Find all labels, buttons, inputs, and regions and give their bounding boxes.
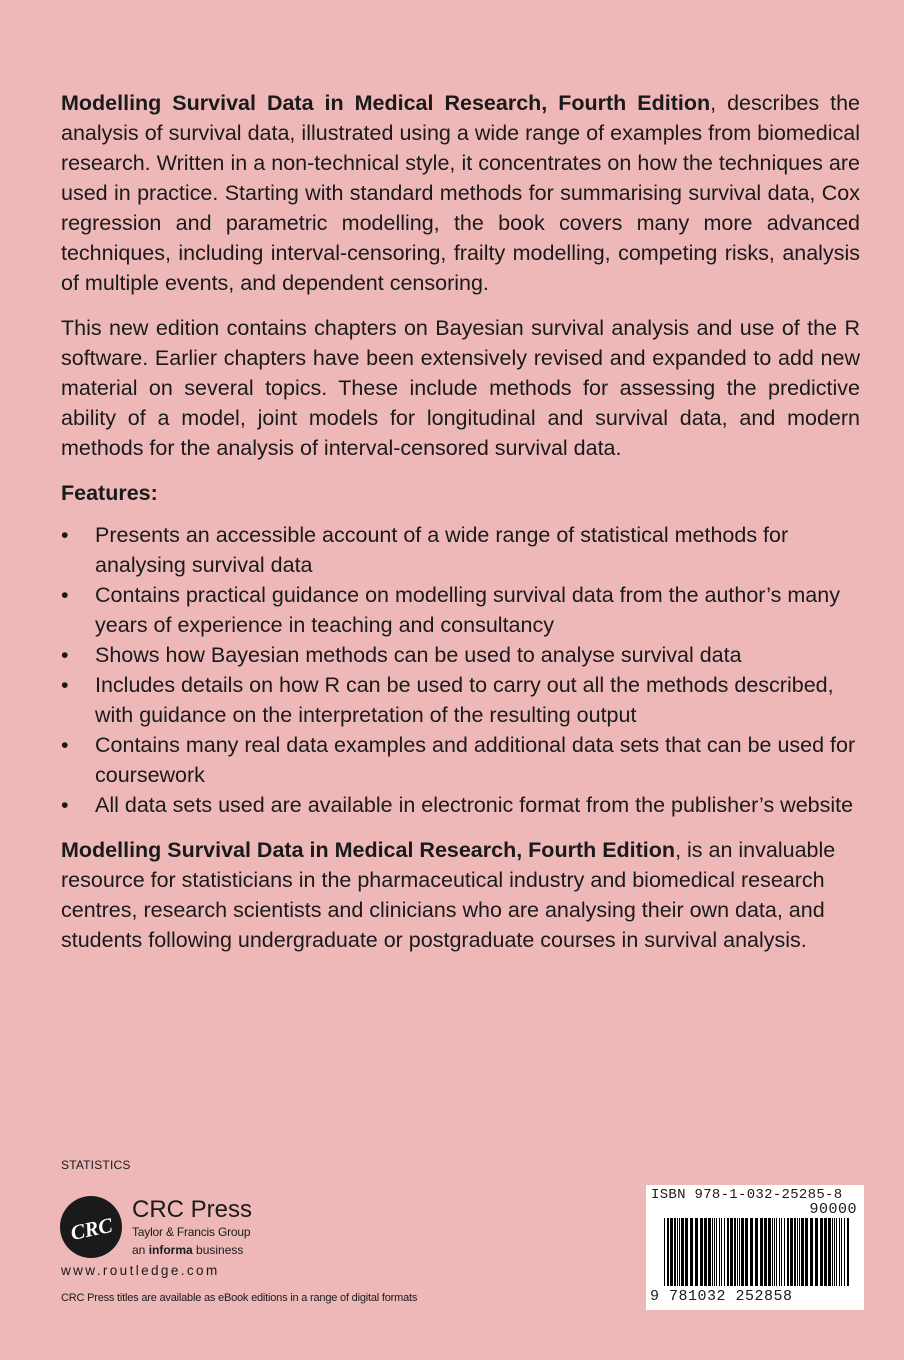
- barcode-bar: [667, 1218, 669, 1286]
- barcode-bar: [797, 1218, 798, 1286]
- bullet-icon: •: [61, 673, 69, 697]
- barcode-bar: [776, 1218, 777, 1286]
- barcode-digits: 9 781032 252858: [650, 1288, 793, 1305]
- barcode-bar: [824, 1218, 827, 1286]
- bullet-icon: •: [61, 583, 69, 607]
- barcode-bar: [828, 1218, 831, 1286]
- feature-text: Contains practical guidance on modelling survival data from the author’s many years of experience in teaching and consultancy: [95, 583, 840, 637]
- barcode-bar: [700, 1218, 703, 1286]
- intro-text: , describes the analysis of survival data, illustrated using a wide range of examples from biomedical research. Written in a non-technical style, it concentrates on how the techniques are used in practice. Starting with standard methods for summarising survival data, Cox regression and parametric modelling, the book covers many more advanced techniques, including interval-censoring, frailty modelling, competing risks, analysis of multiple events, and dependent censoring.: [61, 91, 860, 295]
- barcode-bar: [727, 1218, 729, 1286]
- barcode-bar: [708, 1218, 711, 1286]
- publisher-tagline: an informa business: [132, 1243, 244, 1257]
- barcode-bar: [781, 1218, 782, 1286]
- barcode-bar: [794, 1218, 796, 1286]
- feature-text: Contains many real data examples and additional data sets that can be used for coursework: [95, 733, 856, 787]
- crc-logo-text: CRC: [68, 1212, 115, 1246]
- bullet-icon: •: [61, 523, 69, 547]
- barcode-bar: [772, 1218, 773, 1286]
- intro-paragraph: [61, 88, 860, 298]
- barcode-bar: [820, 1218, 823, 1286]
- barcode-bar: [679, 1218, 680, 1286]
- bullet-icon: •: [61, 643, 69, 667]
- barcode-bar: [801, 1218, 804, 1286]
- barcode-bar: [721, 1218, 722, 1286]
- barcode-bar: [810, 1218, 813, 1286]
- barcode-bar: [768, 1218, 771, 1286]
- barcode-bar: [677, 1218, 678, 1286]
- publisher-name: CRC Press: [132, 1196, 253, 1223]
- barcode-bar: [674, 1218, 676, 1286]
- barcode-bar: [704, 1218, 707, 1286]
- barcode-bar: [714, 1218, 715, 1286]
- barcode-bar: [695, 1218, 698, 1286]
- barcode-bar: [844, 1218, 845, 1286]
- barcode-bar: [841, 1218, 842, 1286]
- barcode-bar: [779, 1218, 780, 1286]
- barcode-bar: [750, 1218, 753, 1286]
- website-link[interactable]: www.routledge.com: [61, 1263, 220, 1278]
- list-item: [61, 520, 860, 580]
- bullet-icon: •: [61, 793, 69, 817]
- price-code: 90000: [809, 1201, 857, 1218]
- isbn-label: ISBN 978-1-032-25285-8: [651, 1187, 843, 1203]
- barcode-bar: [805, 1218, 808, 1286]
- barcode-bar: [799, 1218, 800, 1286]
- features-heading: Features:: [61, 481, 158, 505]
- barcode-bar: [784, 1218, 785, 1286]
- list-item: [61, 730, 860, 790]
- features-list: [61, 520, 860, 820]
- subject-category: STATISTICS: [61, 1158, 131, 1172]
- book-title: Modelling Survival Data in Medical Research, Fourth Edition: [61, 91, 711, 115]
- barcode-bar: [670, 1218, 673, 1286]
- bullet-icon: •: [61, 733, 69, 757]
- barcode-bar: [790, 1218, 793, 1286]
- feature-text: All data sets used are available in electronic format from the publisher’s website: [95, 793, 854, 817]
- publisher-group: Taylor & Francis Group: [132, 1225, 251, 1239]
- list-item: [61, 670, 860, 730]
- crc-logo-icon: [60, 1196, 122, 1258]
- barcode-bar: [839, 1218, 840, 1286]
- barcode-bar: [832, 1218, 833, 1286]
- book-title: Modelling Survival Data in Medical Research, Fourth Edition: [61, 838, 676, 862]
- barcode-bar: [730, 1218, 733, 1286]
- closing-paragraph: [61, 835, 860, 955]
- barcode-bar: [760, 1218, 763, 1286]
- list-item: [61, 580, 860, 640]
- barcode-bar: [774, 1218, 775, 1286]
- closing-text: , is an invaluable resource for statisticians in the pharmaceutical industry and biomedical research centres, research scientists and clinicians who are analysing their own data, and students following undergraduate or postgraduate courses in survival analysis.: [61, 838, 836, 952]
- crc-logo-graphic: [60, 1196, 122, 1258]
- barcode-bar: [716, 1218, 717, 1286]
- feature-text: Includes details on how R can be used to carry out all the methods described, with guidance on the interpretation of the resulting output: [95, 673, 834, 727]
- barcode-bar: [664, 1218, 665, 1286]
- ebook-note: CRC Press titles are available as eBook editions in a range of digital formats: [61, 1292, 418, 1304]
- list-item: [61, 640, 860, 670]
- edition-paragraph: This new edition contains chapters on Bayesian survival analysis and use of the R software. Earlier chapters have been extensively revised and expanded to add new material on several topics. These include methods for assessing the predictive ability of a model, joint models for longitudinal and survival data, and modern methods for the analysis of interval-censored survival data.: [61, 316, 860, 460]
- barcode-bar: [847, 1218, 849, 1286]
- barcode-bar: [724, 1218, 725, 1286]
- barcode-bar: [764, 1218, 767, 1286]
- barcode-bars: [664, 1218, 854, 1286]
- barcode-bar: [719, 1218, 720, 1286]
- barcode-bar: [737, 1218, 738, 1286]
- barcode-bar: [690, 1218, 693, 1286]
- barcode-bar: [741, 1218, 744, 1286]
- barcode-bar: [836, 1218, 837, 1286]
- barcode-bar: [681, 1218, 684, 1286]
- barcode-bar: [787, 1218, 789, 1286]
- barcode-bar: [734, 1218, 736, 1286]
- isbn-barcode: [646, 1185, 864, 1310]
- list-item: [61, 790, 860, 820]
- barcode-bar: [739, 1218, 740, 1286]
- barcode-bar: [712, 1218, 713, 1286]
- barcode-bar: [745, 1218, 748, 1286]
- barcode-bar: [755, 1218, 758, 1286]
- back-cover-text: [61, 88, 860, 970]
- barcode-bar: [685, 1218, 688, 1286]
- barcode-bar: [815, 1218, 818, 1286]
- feature-text: Presents an accessible account of a wide range of statistical methods for analysing survival data: [95, 523, 789, 577]
- feature-text: Shows how Bayesian methods can be used to analyse survival data: [95, 643, 742, 667]
- barcode-bar: [834, 1218, 835, 1286]
